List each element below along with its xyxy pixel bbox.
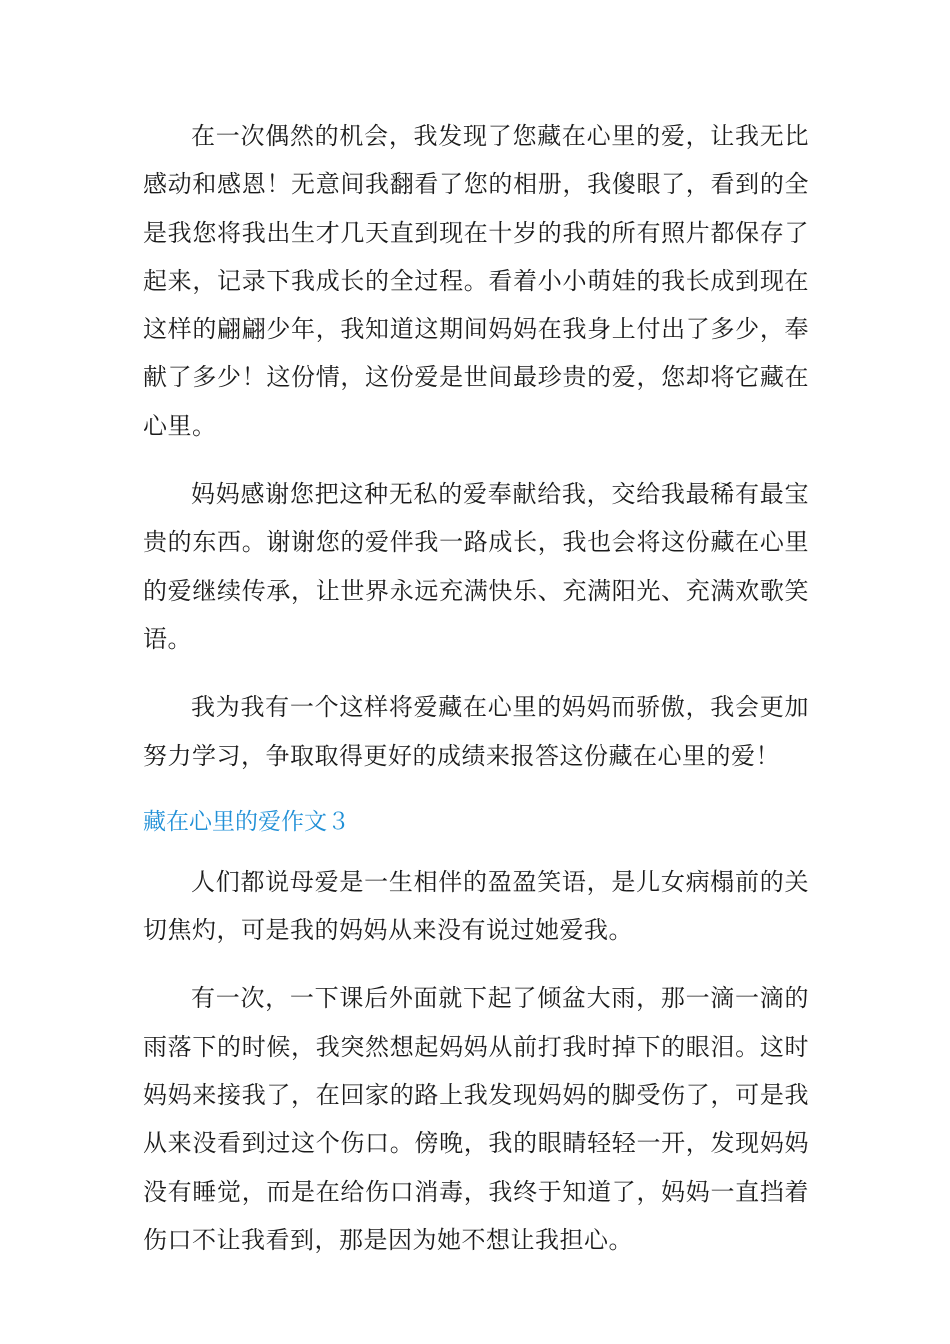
section-heading: 藏在心里的爱作文３	[143, 808, 350, 835]
paragraph-thanks: 妈妈感谢您把这种无私的爱奉献给我，交给我最稀有最宝贵的东西。谢谢您的爱伴我一路成长，我也会将这份藏在心里的爱继续传承，让世界永远充满快乐、充满阳光、充满欢歌笑语。	[143, 480, 809, 653]
paragraph-rain-story: 有一次，一下课后外面就下起了倾盆大雨，那一滴一滴的雨落下的时候，我突然想起妈妈从前打我时掉下的眼泪。这时妈妈来接我了，在回家的路上我发现妈妈的脚受伤了，可是我从来没看到过这个伤口。傍晚，我的眼睛轻轻一开，发现妈妈没有睡觉，而是在给伤口消毒，我终于知道了，妈妈一直挡着伤口不让我看到，那是因为她不想让我担心。	[143, 984, 809, 1254]
document-page	[143, 112, 809, 1284]
paragraph-proud: 我为我有一个这样将爱藏在心里的妈妈而骄傲，我会更加努力学习，争取取得更好的成绩来报答这份藏在心里的爱！	[143, 693, 809, 770]
paragraph-album: 在一次偶然的机会，我发现了您藏在心里的爱，让我无比感动和感恩！无意间我翻看了您的相册，我傻眼了，看到的全是我您将我出生才几天直到现在十岁的我的所有照片都保存了起来，记录下我成长的全过程。看着小小萌娃的我长成到现在这样的翩翩少年，我知道这期间妈妈在我身上付出了多少，奉献了多少！这份情，这份爱是世间最珍贵的爱，您却将它藏在心里。	[143, 122, 809, 440]
paragraph-mother-love: 人们都说母爱是一生相伴的盈盈笑语，是儿女病榻前的关切焦灼，可是我的妈妈从来没有说过她爱我。	[143, 867, 809, 945]
